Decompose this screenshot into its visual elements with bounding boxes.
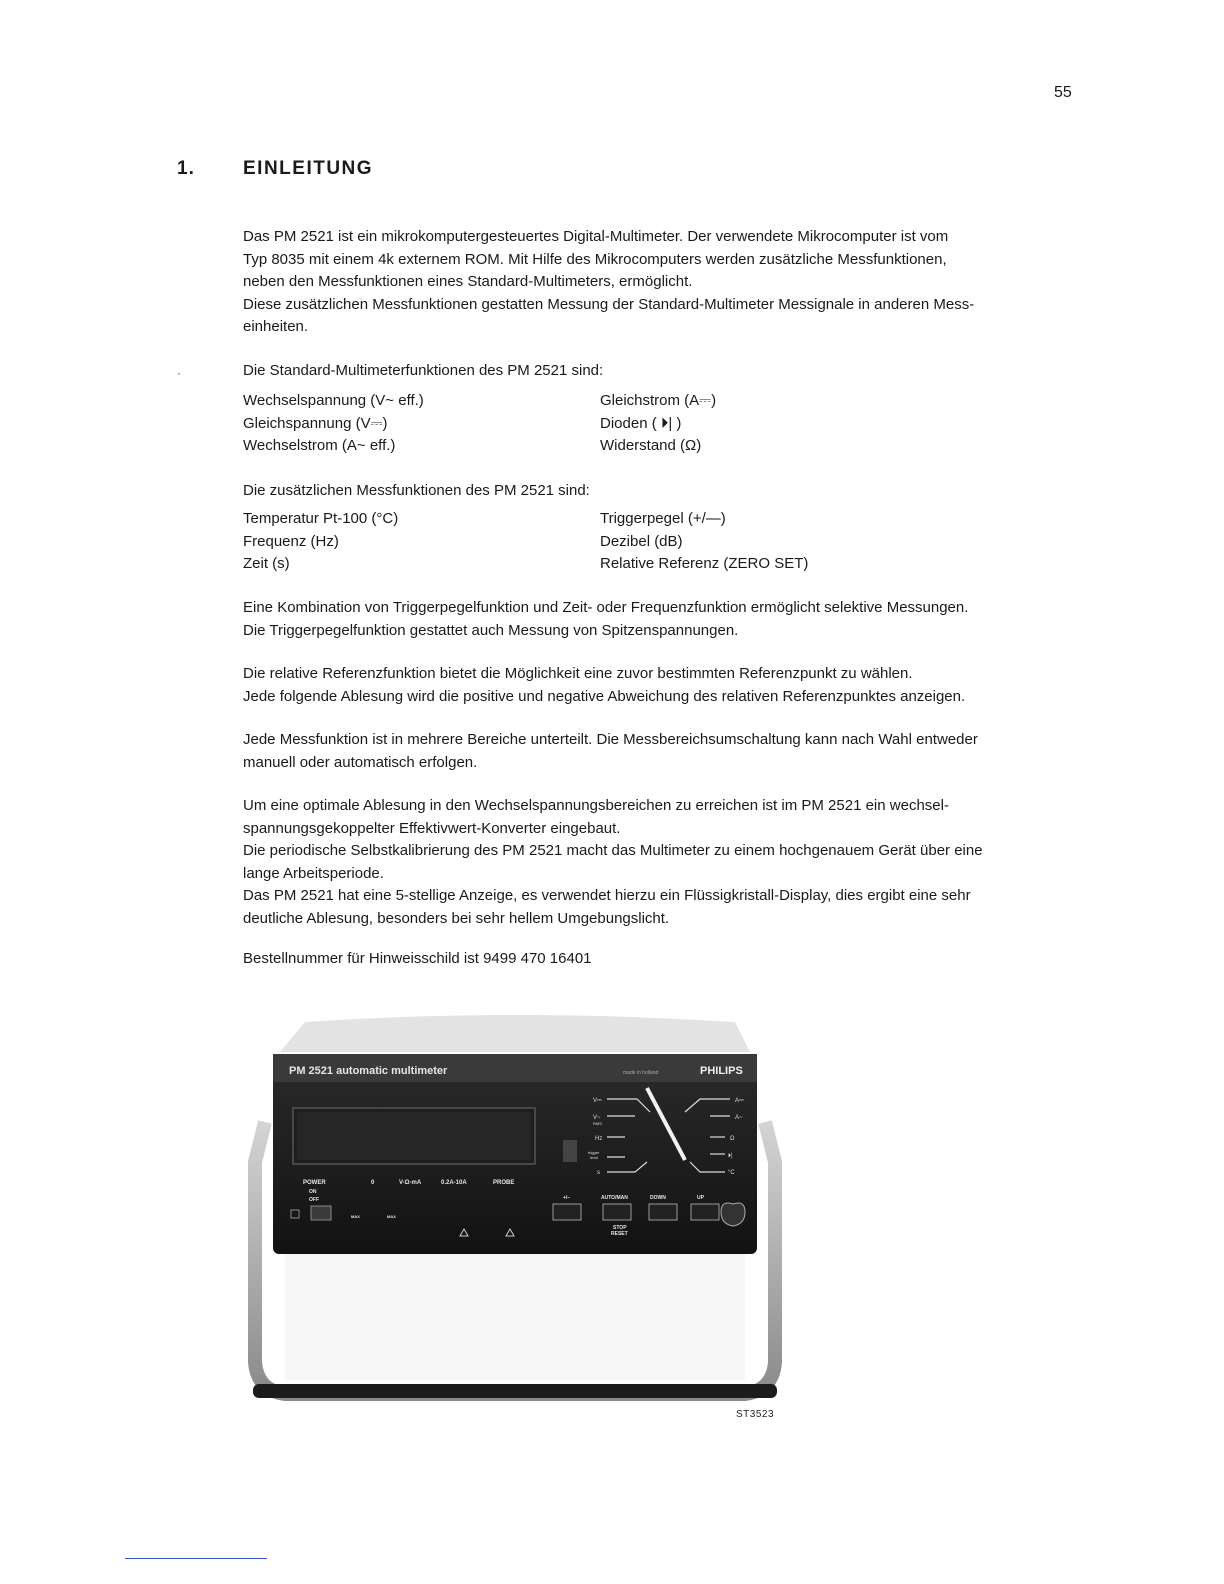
label-trigger: trigger bbox=[588, 1150, 600, 1155]
standard-right-list bbox=[600, 390, 716, 458]
multimeter-photo bbox=[245, 1012, 785, 1405]
page-number: 55 bbox=[1054, 84, 1072, 101]
label-reset: RESET bbox=[611, 1231, 628, 1237]
list-item: Relative Referenz (ZERO SET) bbox=[600, 555, 809, 572]
paragraph-reference bbox=[243, 663, 1083, 708]
label-stop: STOP bbox=[613, 1225, 627, 1231]
power-switch bbox=[311, 1206, 331, 1220]
list-item: Dezibel (dB) bbox=[600, 532, 683, 550]
label-on: ON bbox=[309, 1189, 317, 1195]
label-off: OFF bbox=[309, 1197, 319, 1203]
order-number-text: Bestellnummer für Hinweisschild ist 9499 470 16401 bbox=[243, 950, 592, 967]
paragraph-line: Jede Messfunktion ist in mehrere Bereiche unterteilt. Die Messbereichsumschaltung kann nach Wahl entweder bbox=[243, 731, 978, 748]
list-item: Frequenz (Hz) bbox=[243, 532, 339, 550]
list-item: Gleichspannung (V⎓) bbox=[243, 414, 388, 432]
additional-heading bbox=[243, 480, 1083, 503]
section-number: 1. bbox=[177, 158, 195, 179]
paragraph-line: Die periodische Selbstkalibrierung des PM 2521 macht das Multimeter zu einem hochgenauem Gerät über eine bbox=[243, 842, 983, 859]
label-level: level bbox=[590, 1155, 599, 1160]
label-a-dc: A⎓ bbox=[735, 1098, 744, 1104]
label-max-2: MAX bbox=[387, 1214, 396, 1219]
label-down: DOWN bbox=[650, 1195, 666, 1201]
standard-heading-text: Die Standard-Multimeterfunktionen des PM 2521 sind: bbox=[243, 362, 604, 379]
list-item: Dioden ( ⏵| ) bbox=[600, 414, 682, 432]
auto-man-button bbox=[603, 1204, 631, 1220]
case-top bbox=[280, 1015, 750, 1052]
label-power: POWER bbox=[303, 1180, 326, 1186]
lcd-glass bbox=[297, 1112, 531, 1160]
list-item: Triggerpegel (+/—) bbox=[600, 510, 726, 527]
paragraph-line: spannungsgekoppelter Effektivwert-Konverter eingebaut. bbox=[243, 819, 621, 837]
label-v-dc: V⎓ bbox=[593, 1098, 602, 1104]
paragraph-line: deutliche Ablesung, besonders bei sehr hellem Umgebungslicht. bbox=[243, 909, 670, 927]
case-body bbox=[285, 1254, 745, 1380]
maker-label: PHILIPS bbox=[700, 1065, 743, 1077]
list-item: Wechselstrom (A~ eff.) bbox=[243, 437, 396, 454]
list-item: Wechselspannung (V~ eff.) bbox=[243, 392, 424, 409]
margin-speck: · bbox=[177, 366, 181, 380]
footer-rule bbox=[125, 1558, 267, 1559]
standard-left-list bbox=[243, 390, 424, 458]
down-button bbox=[649, 1204, 677, 1220]
paragraph-display bbox=[243, 795, 1083, 930]
order-number bbox=[243, 948, 1083, 971]
paragraph-line: manuell oder automatisch erfolgen. bbox=[243, 753, 478, 771]
label-terminal-a: 0.2A-10A bbox=[441, 1180, 467, 1186]
paragraph-line: Jede folgende Ablesung wird die positive und negative Abweichung des relativen Referenzpunktes anzeigen. bbox=[243, 687, 966, 705]
paragraph-line: Um eine optimale Ablesung in den Wechselspannungsbereichen zu erreichen ist im PM 2521 ein wechsel- bbox=[243, 797, 949, 814]
label-rms: RMS bbox=[593, 1121, 602, 1126]
additional-left-list bbox=[243, 508, 398, 576]
label-a-ac: A~ bbox=[735, 1115, 743, 1121]
paragraph-line: lange Arbeitsperiode. bbox=[243, 864, 384, 882]
list-item: Gleichstrom (A⎓) bbox=[600, 392, 717, 409]
label-auto-man: AUTO/MAN bbox=[601, 1195, 628, 1201]
paragraph-line: Das PM 2521 hat eine 5-stellige Anzeige, es verwendet hierzu ein Flüssigkristall-Display, dies ergibt eine sehr bbox=[243, 887, 971, 904]
intro-line: Typ 8035 mit einem 4k externem ROM. Mit Hilfe des Mikrocomputers werden zusätzliche Messfunktionen, bbox=[243, 250, 947, 268]
label-diode: ⏵| bbox=[728, 1153, 733, 1159]
label-v-ac: V~ bbox=[593, 1115, 601, 1121]
plus-minus-button bbox=[553, 1204, 581, 1220]
paragraph-line: Die Triggerpegelfunktion gestattet auch Messung von Spitzenspannungen. bbox=[243, 621, 739, 639]
up-button bbox=[691, 1204, 719, 1220]
paragraph-ranges bbox=[243, 729, 1083, 774]
label-max-1: MAX bbox=[351, 1214, 360, 1219]
label-terminal-0: 0 bbox=[371, 1180, 375, 1186]
paragraph-line: Eine Kombination von Triggerpegelfunktion und Zeit- oder Frequenzfunktion ermöglicht selektive Messungen. bbox=[243, 599, 969, 616]
intro-line: einheiten. bbox=[243, 318, 309, 335]
intro-line: neben den Messfunktionen eines Standard-Multimeters, ermöglicht. bbox=[243, 273, 693, 290]
brand-label: PM 2521 automatic multimeter bbox=[289, 1065, 448, 1077]
label-terminal-v: V-Ω-mA bbox=[399, 1180, 422, 1186]
list-item: Zeit (s) bbox=[243, 555, 290, 572]
philips-shield-icon bbox=[721, 1203, 745, 1226]
made-in-label: made in holland bbox=[623, 1070, 659, 1076]
paragraph-line: Die relative Referenzfunktion bietet die Möglichkeit eine zuvor bestimmten Referenzpunkt zu wählen. bbox=[243, 665, 913, 682]
additional-heading-text: Die zusätzlichen Messfunktionen des PM 2521 sind: bbox=[243, 482, 590, 499]
intro-line: Diese zusätzlichen Messfunktionen gestatten Messung der Standard-Multimeter Messignale in anderen Mess- bbox=[243, 295, 975, 313]
handle-bar bbox=[253, 1384, 777, 1398]
trigger-slider bbox=[563, 1140, 577, 1162]
list-item: Widerstand (Ω) bbox=[600, 437, 702, 454]
paragraph-trigger bbox=[243, 597, 1083, 642]
additional-right-list bbox=[600, 508, 808, 576]
standard-heading bbox=[243, 360, 1083, 383]
label-up: UP bbox=[697, 1195, 704, 1201]
label-plus-minus: +/− bbox=[563, 1195, 571, 1201]
section-title: EINLEITUNG bbox=[243, 158, 374, 179]
photo-id: ST3523 bbox=[736, 1409, 775, 1420]
intro-line: Das PM 2521 ist ein mikrokomputergesteuertes Digital-Multimeter. Der verwendete Mikrocomputer ist vom bbox=[243, 228, 949, 245]
label-degc: °C bbox=[728, 1170, 735, 1176]
label-s: s bbox=[597, 1170, 600, 1176]
list-item: Temperatur Pt-100 (°C) bbox=[243, 510, 399, 527]
label-terminal-probe: PROBE bbox=[493, 1180, 515, 1186]
label-hz: Hz bbox=[595, 1136, 603, 1142]
intro-paragraph bbox=[243, 226, 1083, 339]
label-ohm: Ω bbox=[730, 1136, 735, 1142]
